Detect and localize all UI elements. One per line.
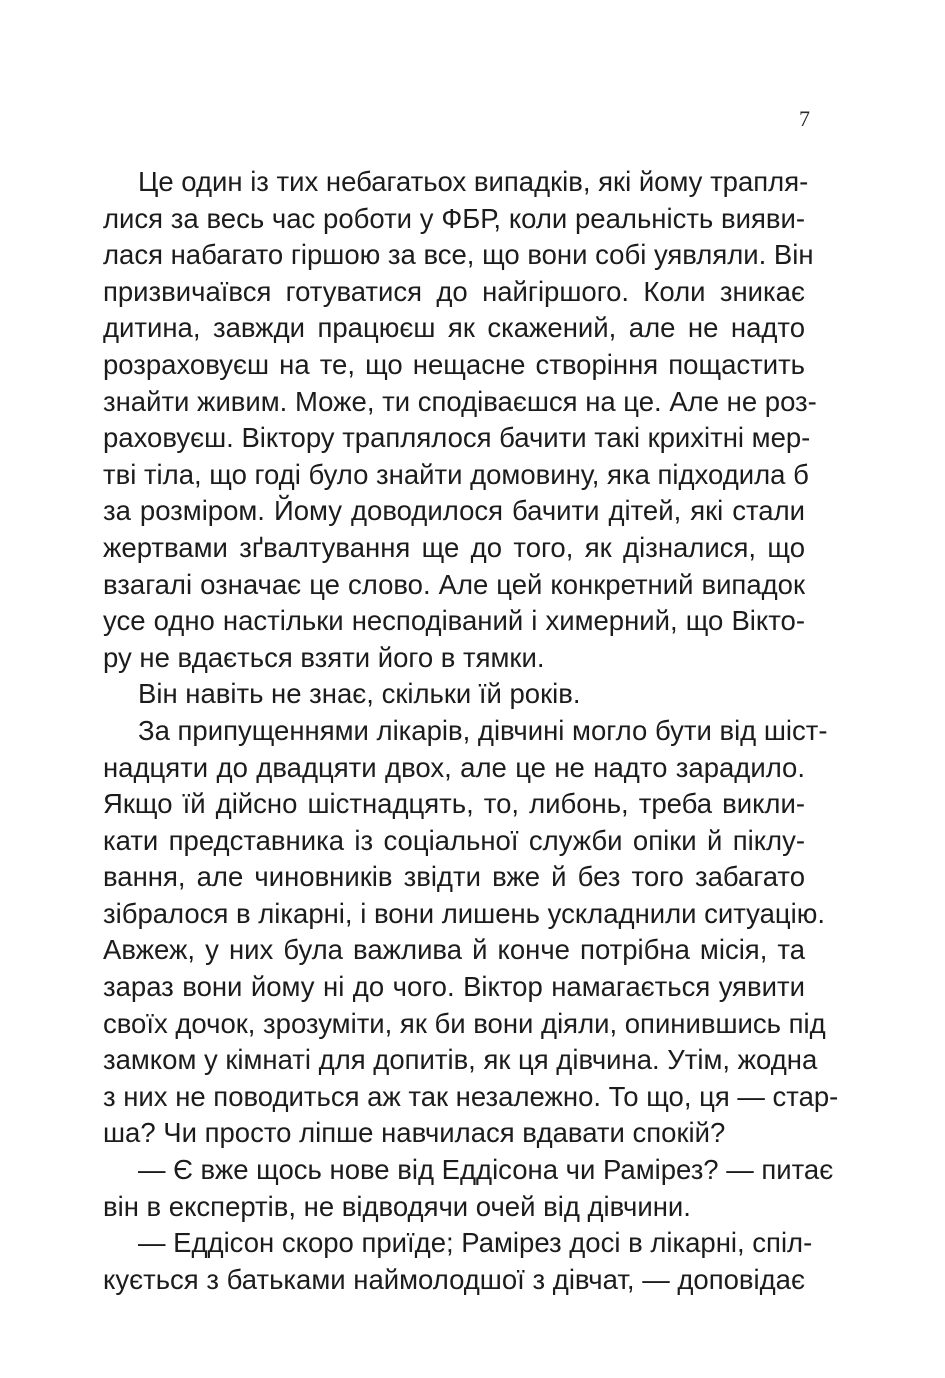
text-line: зараз вони йому ні до чого. Віктор намагається уявити — [103, 971, 805, 1003]
paragraph — [103, 1152, 834, 1225]
paragraph — [103, 676, 805, 713]
body-text — [103, 164, 839, 1298]
paragraph — [103, 164, 817, 676]
text-line: за розміром. Йому доводилося бачити дітей, які стали — [103, 495, 805, 527]
paragraph — [103, 1225, 813, 1298]
text-line: замком у кімнаті для допитів, як ця дівчина. Утім, жодна — [103, 1044, 818, 1076]
text-line: ша? Чи просто ліпше навчилася вдавати спокій? — [103, 1117, 726, 1149]
text-line: кати представника із соціальної служби опіки й піклу- — [103, 824, 805, 856]
text-line: усе одно настільки несподіваний і химерний, що Вікто- — [103, 605, 805, 637]
text-line: жертвами зґвалтування ще до того, як дізналися, що — [103, 531, 805, 563]
paragraph — [103, 713, 839, 1152]
text-line: ру не вдається взяти його в тямки. — [103, 641, 545, 673]
text-line: з них не поводиться аж так незалежно. То що, ця — стар- — [103, 1080, 839, 1112]
text-line: тві тіла, що годі було знайти домовину, яка підходила б — [103, 458, 809, 490]
text-line: він в експертів, не відводячи очей від дівчини. — [103, 1190, 691, 1222]
text-line: лися за весь час роботи у ФБР, коли реальність вияви- — [103, 202, 805, 234]
page-number: 7 — [799, 106, 810, 131]
text-line: кується з батьками наймолодшої з дівчат, — доповідає — [103, 1263, 805, 1295]
text-line: призвичаївся готуватися до найгіршого. Коли зникає — [103, 275, 805, 307]
text-line: лася набагато гіршою за все, що вони собі уявляли. Він — [103, 239, 814, 271]
text-line: знайти живим. Може, ти сподіваєшся на це. Але не роз- — [103, 385, 817, 417]
text-line: розраховуєш на те, що нещасне створіння пощастить — [103, 348, 805, 380]
text-line: Це один із тих небагатьох випадків, які йому трапля- — [138, 166, 809, 197]
text-line: За припущеннями лікарів, дівчині могло бути від шіст- — [138, 714, 828, 746]
text-line: раховуєш. Віктору траплялося бачити такі крихітні мер- — [103, 422, 811, 454]
text-line: своїх дочок, зрозуміти, як би вони діяли, опинившись під — [103, 1007, 826, 1039]
text-line: — Еддісон скоро приїде; Рамірез досі в лікарні, спіл- — [138, 1227, 813, 1259]
text-line: зібралося в лікарні, і вони лишень ускладнили ситуацію. — [103, 897, 826, 929]
text-line: дитина, завжди працюєш як скажений, але не надто — [103, 312, 805, 344]
text-line: Якщо їй дійсно шістнадцять, то, либонь, треба викли- — [103, 788, 805, 820]
text-line: надцяти до двадцяти двох, але це не надто зарадило. — [103, 751, 805, 783]
text-line: Він навіть не знає, скільки їй років. — [138, 678, 581, 710]
text-line: Авжеж, у них була важлива й конче потрібна місія, та — [103, 934, 805, 966]
text-line: взагалі означає це слово. Але цей конкретний випадок — [103, 568, 805, 600]
text-line: — Є вже щось нове від Еддісона чи Рамірез? — питає — [138, 1154, 834, 1186]
text-line: вання, але чиновників звідти вже й без того забагато — [103, 861, 805, 893]
